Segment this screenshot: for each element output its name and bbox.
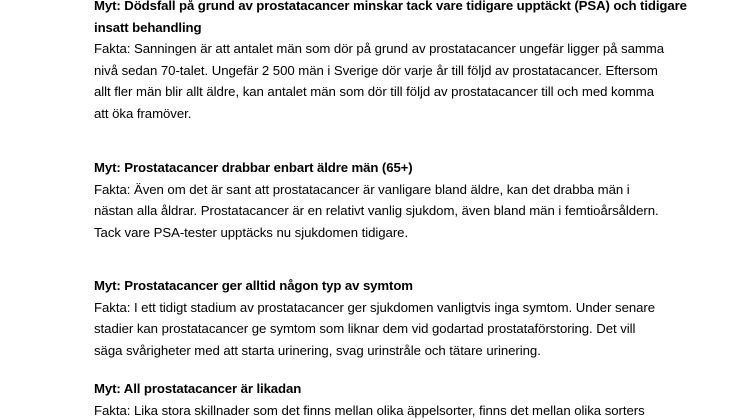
myth-heading-line: insatt behandling [94, 19, 202, 35]
myth-section-4 [94, 378, 694, 419]
fact-paragraph [94, 400, 694, 419]
fact-line: nivå sedan 70-talet. Ungefär 2 500 män i Sverige dör varje år till följd av prostatacancer. Eftersom [94, 62, 658, 78]
fact-line: Fakta: Sanningen är att antalet män som dör på grund av prostatacancer ungefär ligger på samma [94, 41, 665, 57]
fact-line: Fakta: I ett tidigt stadium av prostatacancer ger sjukdomen vanligtvis inga symtom. Under senare [94, 299, 656, 315]
fact-line: Tack vare PSA-tester upptäcks nu sjukdomen tidigare. [94, 224, 409, 240]
myth-heading [94, 378, 694, 400]
myth-heading [94, 157, 694, 179]
fact-paragraph [94, 297, 694, 362]
myth-heading-line: Myt: Dödsfall på grund av prostatacancer minskar tack vare tidigare upptäckt (PSA) och tidigare [94, 0, 687, 13]
myth-heading [94, 0, 694, 38]
fact-paragraph [94, 38, 694, 124]
fact-line: säga svårigheter med att starta urinering, svag urinstråle och tätare urinering. [94, 342, 541, 358]
myth-heading-line: Myt: Prostatacancer ger alltid någon typ av symtom [94, 278, 413, 293]
myth-heading-line: Myt: All prostatacancer är likadan [94, 381, 302, 396]
myth-section-3 [94, 275, 694, 361]
fact-paragraph [94, 179, 694, 244]
myth-heading-line: Myt: Prostatacancer drabbar enbart äldre män (65+) [94, 160, 413, 175]
fact-line: allt fler män blir allt äldre, kan antalet män som dör till följd av prostatacancer till och med komma [94, 84, 655, 100]
fact-line: nästan alla åldrar. Prostatacancer är en relativt vanlig sjukdom, även bland män i femtioårsåldern. [94, 203, 659, 219]
myth-section-1 [94, 0, 694, 125]
fact-line: Fakta: Även om det är sant att prostatacancer är vanligare bland äldre, kan det drabba män i [94, 181, 630, 197]
fact-line: stadier kan prostatacancer ge symtom som liknar dem vid godartad prostataförstoring. Det vill [94, 321, 636, 337]
fact-line: Fakta: Lika stora skillnader som det finns mellan olika äppelsorter, finns det mellan olika sorters [94, 402, 645, 418]
myth-heading [94, 275, 694, 297]
myth-section-2 [94, 157, 694, 243]
fact-line: att öka framöver. [94, 105, 192, 121]
